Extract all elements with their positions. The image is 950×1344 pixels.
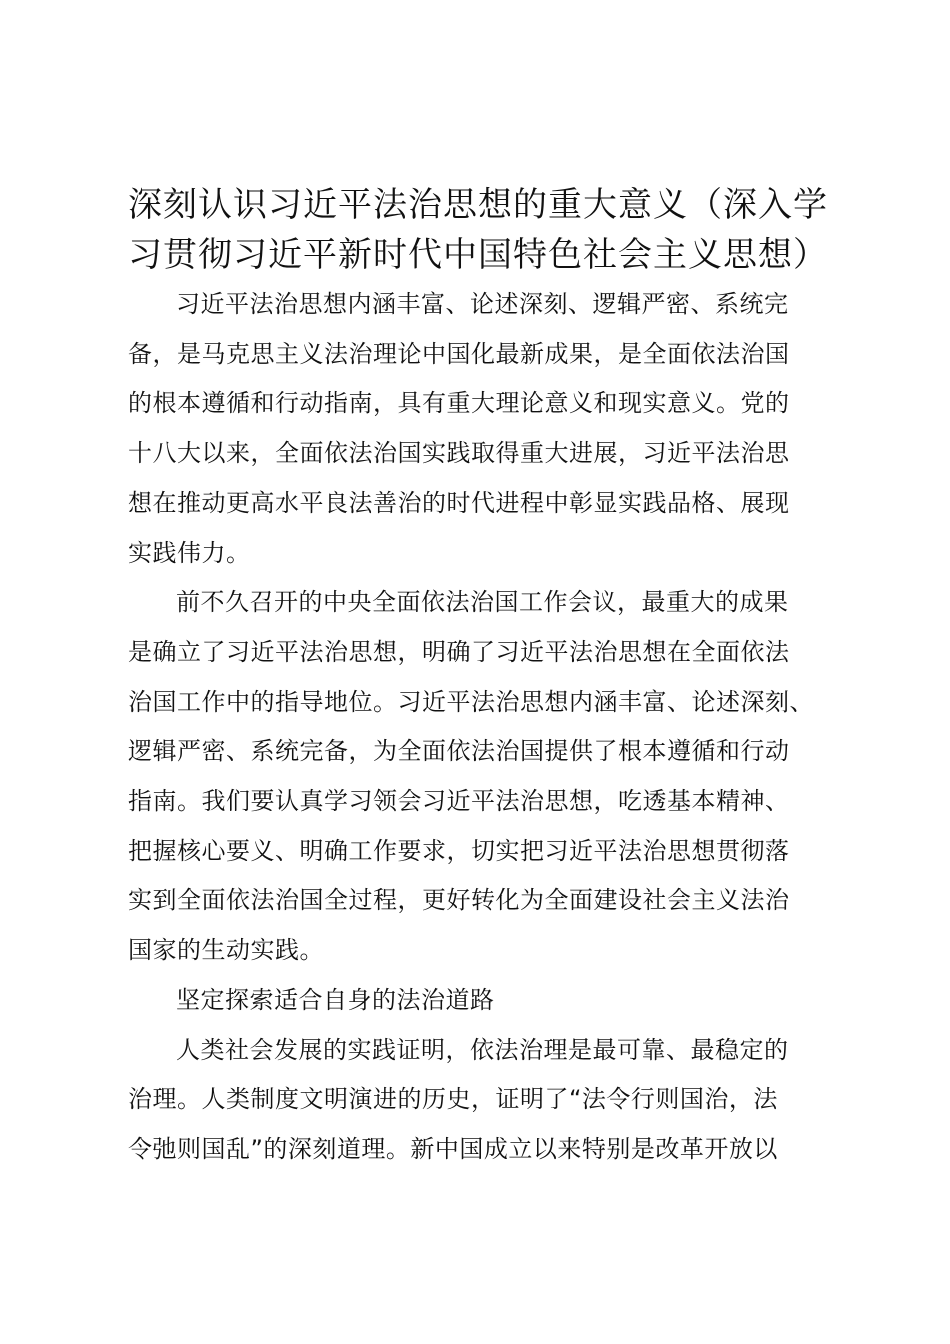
paragraph-line: 想在推动更高水平良法善治的时代进程中彰显实践品格、展现 <box>128 488 790 517</box>
paragraph-line: 国家的生动实践。 <box>128 936 324 965</box>
paragraph-line: 实到全面依法治国全过程，更好转化为全面建设社会主义法治 <box>128 886 790 915</box>
body-paragraph-2 <box>128 578 838 976</box>
paragraph-line: 指南。我们要认真学习领会习近平法治思想，吃透基本精神、 <box>128 787 790 816</box>
paragraph-line: 十八大以来，全面依法治国实践取得重大进展，习近平法治思 <box>128 439 790 468</box>
title-line: 深刻认识习近平法治思想的重大意义（深入学 <box>128 185 828 225</box>
paragraph-line: 逻辑严密、系统完备，为全面依法治国提供了根本遵循和行动 <box>128 737 790 766</box>
document-title <box>128 180 838 280</box>
section-subheading: 坚定探索适合自身的法治道路 <box>176 985 495 1014</box>
paragraph-line: 实践伟力。 <box>128 538 251 567</box>
paragraph-line: 治国工作中的指导地位。习近平法治思想内涵丰富、论述深刻、 <box>128 687 814 716</box>
paragraph-line: 治理。人类制度文明演进的历史，证明了“法令行则国治，法 <box>128 1085 778 1114</box>
title-line: 习贯彻习近平新时代中国特色社会主义思想） <box>128 235 828 275</box>
paragraph-line: 把握核心要义、明确工作要求，切实把习近平法治思想贯彻落 <box>128 836 790 865</box>
paragraph-line: 习近平法治思想内涵丰富、论述深刻、逻辑严密、系统完 <box>176 290 789 318</box>
paragraph-line: 令弛则国乱”的深刻道理。新中国成立以来特别是改革开放以 <box>128 1134 778 1163</box>
paragraph-line: 的根本遵循和行动指南，具有重大理论意义和现实意义。党的 <box>128 389 790 418</box>
document-page <box>128 180 838 1175</box>
paragraph-line: 备，是马克思主义法治理论中国化最新成果，是全面依法治国 <box>128 339 790 368</box>
body-paragraph-3 <box>128 1026 838 1175</box>
paragraph-line: 人类社会发展的实践证明，依法治理是最可靠、最稳定的 <box>176 1035 789 1064</box>
paragraph-line: 是确立了习近平法治思想，明确了习近平法治思想在全面依法 <box>128 637 790 666</box>
paragraph-line: 前不久召开的中央全面依法治国工作会议，最重大的成果 <box>176 588 789 617</box>
body-paragraph-1 <box>128 280 838 578</box>
